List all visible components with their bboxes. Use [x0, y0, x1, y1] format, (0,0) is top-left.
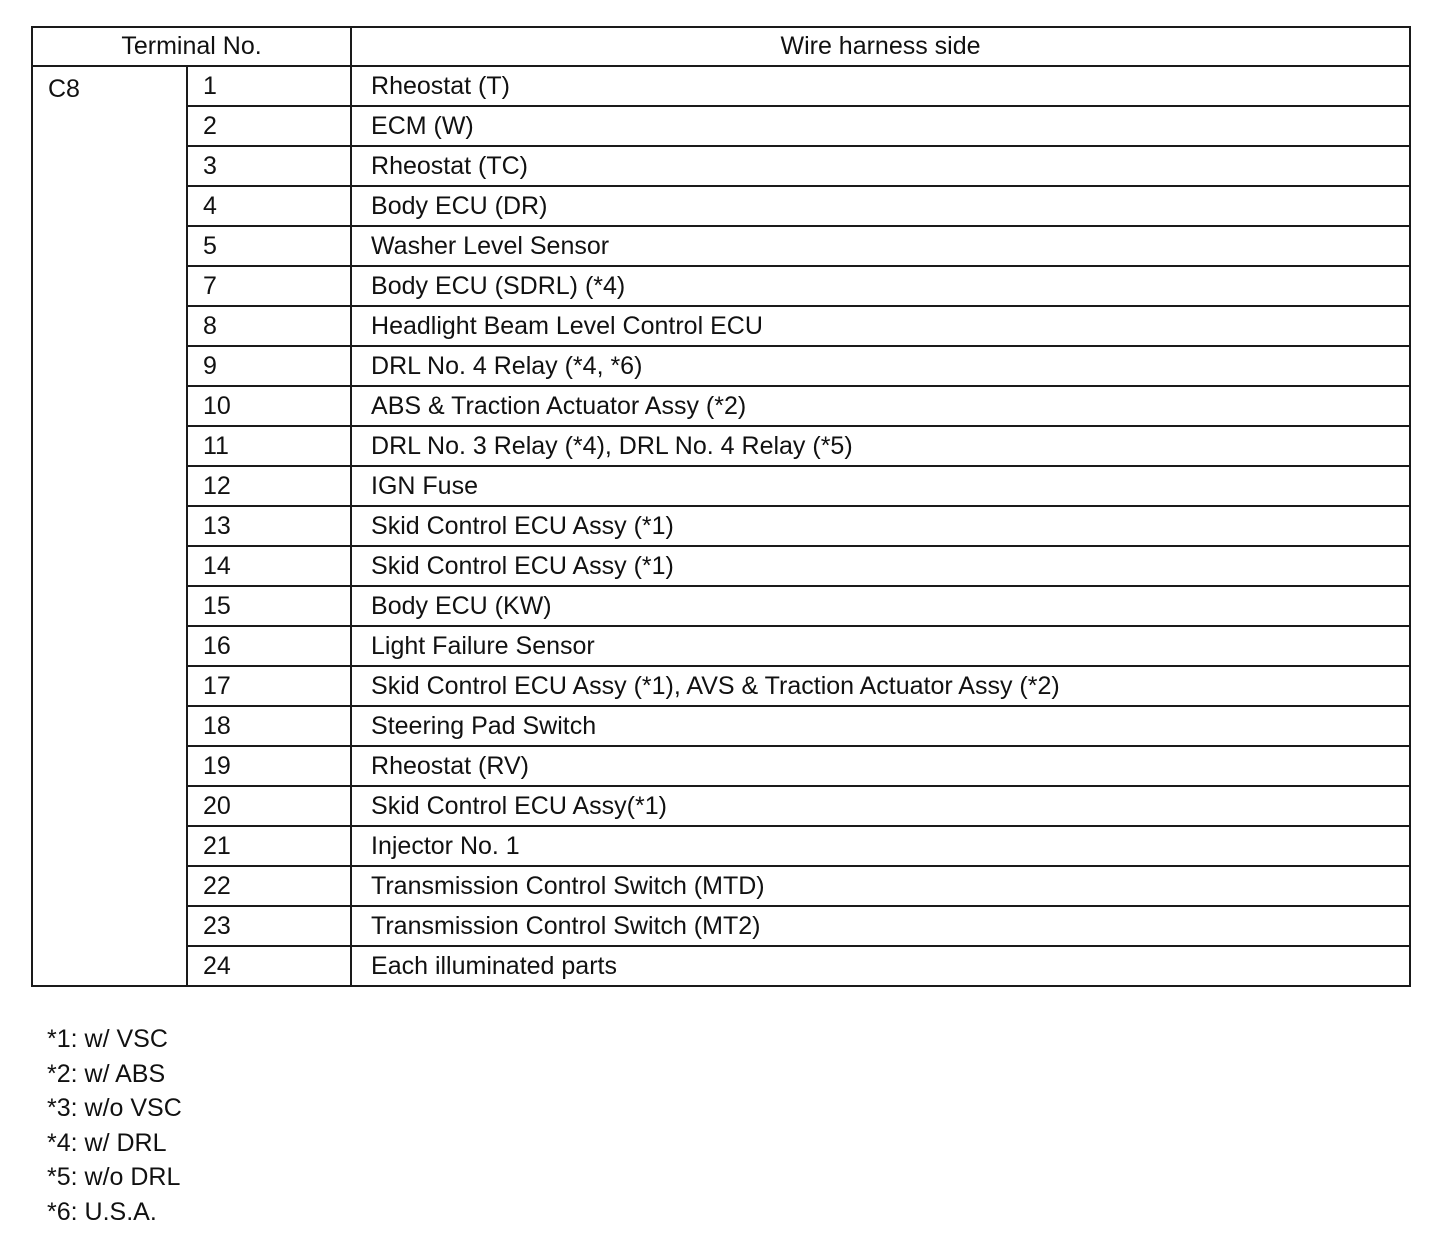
- table-row: [32, 506, 1410, 546]
- table-row: [32, 906, 1410, 946]
- table-row: [32, 746, 1410, 786]
- wire-harness-description: Body ECU (KW): [351, 586, 1410, 626]
- table-row: [32, 866, 1410, 906]
- pin-number: 23: [187, 906, 351, 946]
- table-row: [32, 106, 1410, 146]
- table-row: [32, 346, 1410, 386]
- table-header-row: [32, 27, 1410, 66]
- footnote: *5: w/o DRL: [47, 1163, 181, 1192]
- wire-harness-description: Each illuminated parts: [351, 946, 1410, 986]
- wire-harness-description: Skid Control ECU Assy(*1): [351, 786, 1410, 826]
- footnote: *1: w/ VSC: [47, 1025, 168, 1053]
- pin-number: 4: [187, 186, 351, 226]
- wire-harness-description: Light Failure Sensor: [351, 626, 1410, 666]
- terminal-table: [31, 26, 1411, 987]
- pin-number: 22: [187, 866, 351, 906]
- pin-number: 15: [187, 586, 351, 626]
- wire-harness-description: IGN Fuse: [351, 466, 1410, 506]
- table-row: [32, 146, 1410, 186]
- pin-number: 9: [187, 346, 351, 386]
- footnote: *4: w/ DRL: [47, 1128, 167, 1157]
- wire-harness-description: Transmission Control Switch (MT2): [351, 906, 1410, 946]
- table-row: [32, 266, 1410, 306]
- pin-number: 1: [187, 66, 351, 106]
- wire-harness-description: ABS & Traction Actuator Assy (*2): [351, 386, 1410, 426]
- pin-number: 8: [187, 306, 351, 346]
- table-body: [32, 66, 1410, 986]
- table-row: [32, 466, 1410, 506]
- wire-harness-description: Skid Control ECU Assy (*1): [351, 546, 1410, 586]
- wire-harness-description: ECM (W): [351, 106, 1410, 146]
- pin-number: 21: [187, 826, 351, 866]
- pin-number: 16: [187, 626, 351, 666]
- pin-number: 12: [187, 466, 351, 506]
- table-row: [32, 306, 1410, 346]
- terminal-table-container: [31, 26, 1409, 987]
- header-terminal-no: Terminal No.: [32, 27, 351, 66]
- wire-harness-description: Body ECU (DR): [351, 186, 1410, 226]
- pin-number: 11: [187, 426, 351, 466]
- pin-number: 7: [187, 266, 351, 306]
- pin-number: 13: [187, 506, 351, 546]
- table-row: [32, 586, 1410, 626]
- table-row: [32, 786, 1410, 826]
- table-row: [32, 626, 1410, 666]
- table-row: [32, 426, 1410, 466]
- wire-harness-description: DRL No. 4 Relay (*4, *6): [351, 346, 1410, 386]
- table-row: [32, 226, 1410, 266]
- wire-harness-description: Skid Control ECU Assy (*1): [351, 506, 1410, 546]
- table-row: [32, 666, 1410, 706]
- table-row: [32, 66, 1410, 106]
- pin-number: 10: [187, 386, 351, 426]
- wire-harness-description: Washer Level Sensor: [351, 226, 1410, 266]
- pin-number: 18: [187, 706, 351, 746]
- wire-harness-description: Rheostat (T): [351, 66, 1410, 106]
- connector-label: C8: [32, 66, 187, 986]
- footnotes: [47, 1022, 182, 1230]
- table-row: [32, 546, 1410, 586]
- pin-number: 3: [187, 146, 351, 186]
- table-row: [32, 706, 1410, 746]
- pin-number: 5: [187, 226, 351, 266]
- wire-harness-description: Rheostat (RV): [351, 746, 1410, 786]
- footnote: *6: U.S.A.: [47, 1197, 157, 1226]
- header-wire-harness-side: Wire harness side: [351, 27, 1410, 66]
- wire-harness-description: Skid Control ECU Assy (*1), AVS & Traction Actuator Assy (*2): [351, 666, 1410, 706]
- wire-harness-description: DRL No. 3 Relay (*4), DRL No. 4 Relay (*5): [351, 426, 1410, 466]
- table-row: [32, 826, 1410, 866]
- table-row: [32, 386, 1410, 426]
- pin-number: 24: [187, 946, 351, 986]
- table-row: [32, 186, 1410, 226]
- wire-harness-description: Injector No. 1: [351, 826, 1410, 866]
- wire-harness-description: Steering Pad Switch: [351, 706, 1410, 746]
- pin-number: 19: [187, 746, 351, 786]
- wire-harness-description: Headlight Beam Level Control ECU: [351, 306, 1410, 346]
- pin-number: 2: [187, 106, 351, 146]
- pin-number: 17: [187, 666, 351, 706]
- table-row: [32, 946, 1410, 986]
- footnote: *2: w/ ABS: [47, 1059, 166, 1088]
- wire-harness-description: Rheostat (TC): [351, 146, 1410, 186]
- pin-number: 20: [187, 786, 351, 826]
- pin-number: 14: [187, 546, 351, 586]
- wire-harness-description: Body ECU (SDRL) (*4): [351, 266, 1410, 306]
- wire-harness-description: Transmission Control Switch (MTD): [351, 866, 1410, 906]
- footnote: *3: w/o VSC: [47, 1094, 182, 1123]
